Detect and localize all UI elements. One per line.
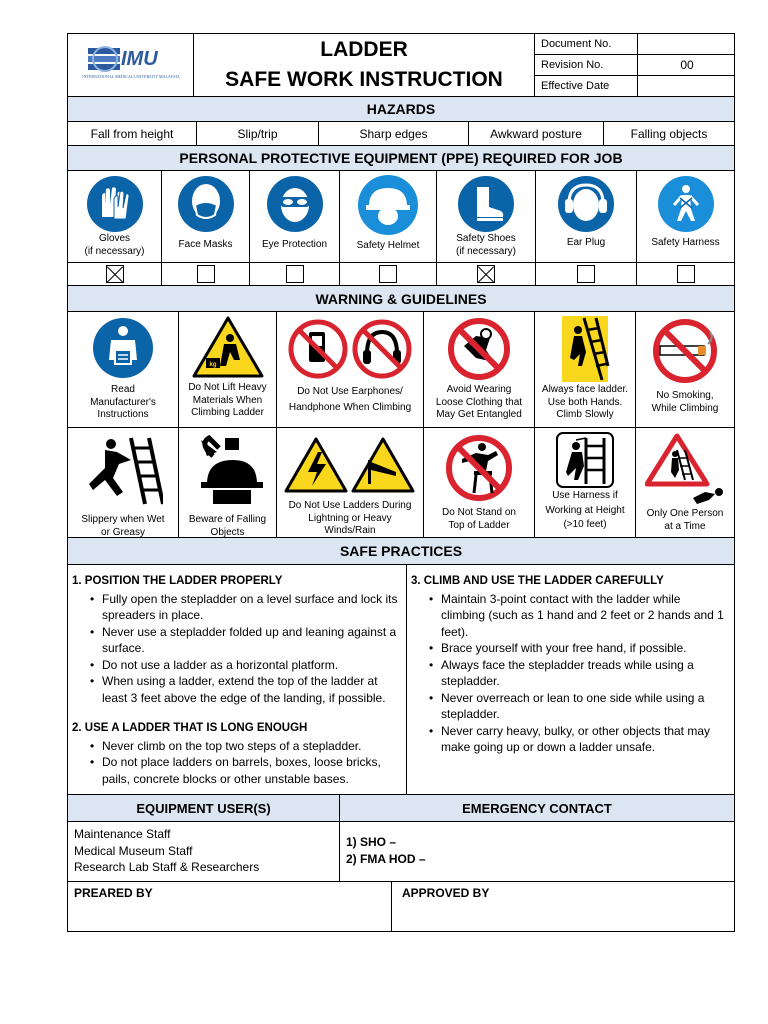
face-ladder-icon	[560, 316, 610, 382]
meta-row-revision	[535, 54, 735, 76]
practice-item: • Always face the stepladder treads while using a stepladder.	[441, 657, 726, 690]
ppe-gloves	[68, 171, 161, 262]
ppe-checkbox-cell	[68, 263, 161, 285]
practice-item: • Do not place ladders on barrels, boxes, loose bricks, pails, concrete blocks or other unstable bases.	[102, 754, 402, 787]
heavy-weight-label: kg	[208, 362, 217, 368]
practice-item: • Never carry heavy, bulky, or other objects that may make going up or down a ladder unsafe.	[441, 723, 726, 756]
warnings-heading: WARNING & GUIDELINES	[68, 285, 734, 311]
ppe-ear-plug	[535, 171, 636, 262]
practice-section-title: 2. USE A LADDER THAT IS LONG ENOUGH	[72, 722, 308, 734]
ppe-checkbox-cell	[161, 263, 249, 285]
emergency-list	[339, 822, 734, 881]
practice-item: • Never climb on the top two steps of a stepladder.	[102, 738, 402, 755]
header-row	[68, 34, 734, 96]
warning-label: Use both Hands.	[547, 396, 623, 408]
user-item: Medical Museum Staff	[74, 843, 193, 858]
warning-one-person	[635, 428, 734, 537]
practice-item: • Never use a stepladder folded up and leaning against a surface.	[102, 624, 402, 657]
safety-helmet-icon	[355, 174, 421, 236]
safe-work-instruction-sheet	[67, 33, 735, 932]
practice-item: • Brace yourself with your free hand, if possible.	[441, 640, 726, 657]
warning-label: Lightning or Heavy	[308, 512, 392, 524]
ppe-label-note: (if necessary)	[455, 245, 516, 257]
hazards-row	[68, 121, 734, 145]
meta-table	[534, 34, 734, 96]
ppe-safety-harness	[636, 171, 734, 262]
meta-value: 00	[637, 55, 736, 76]
ppe-label-note: (if necessary)	[84, 245, 145, 257]
warning-label: Instructions	[97, 409, 149, 420]
ppe-label: Gloves	[98, 233, 131, 244]
practice-item: • Never overreach or lean to one side while using a stepladder.	[441, 690, 726, 723]
logo-text: IMU	[121, 48, 158, 70]
ppe-label: Safety Shoes	[456, 233, 516, 244]
ear-plug-icon	[555, 175, 617, 233]
warning-label: Objects	[210, 526, 245, 538]
use-harness-icon	[556, 432, 614, 488]
meta-value	[637, 76, 736, 97]
logo	[68, 34, 193, 96]
ppe-heading: PERSONAL PROTECTIVE EQUIPMENT (PPE) REQUIRED FOR JOB	[68, 145, 734, 170]
practice-list	[411, 591, 726, 756]
practice-item: • Maintain 3-point contact with the ladder while climbing (such as 1 hand and 2 feet or 2 hands and 1 feet).	[441, 591, 726, 641]
ppe-checkbox-cell	[636, 263, 734, 285]
ppe-checkbox-cell	[535, 263, 636, 285]
meta-value	[637, 34, 736, 54]
warning-label: Always face ladder.	[541, 384, 629, 395]
ppe-row	[68, 170, 734, 262]
warnings-row-2	[68, 427, 734, 537]
warning-falling-objects	[178, 428, 276, 537]
warning-label: Do Not Use Earphones/	[297, 386, 403, 397]
gloves-checkbox[interactable]	[106, 265, 124, 283]
face-mask-icon	[175, 175, 237, 233]
warning-label: Top of Ladder	[448, 519, 510, 531]
warning-slippery	[68, 428, 178, 537]
warning-no-earphones	[276, 312, 423, 427]
warning-label: Do Not Use Ladders During	[288, 500, 412, 511]
safety-shoes-checkbox[interactable]	[477, 265, 495, 283]
warning-label: Working at Height	[545, 504, 625, 516]
ppe-checkbox-cell	[339, 263, 436, 285]
ppe-checkbox-cell	[436, 263, 535, 285]
practice-section-title: 1. POSITION THE LADDER PROPERLY	[72, 575, 283, 587]
users-heading: EQUIPMENT USER(S)	[68, 795, 339, 821]
prepared-by: PREARED BY	[74, 886, 153, 900]
warning-label: or Greasy	[101, 526, 145, 538]
hazard-item: Slip/trip	[196, 122, 318, 145]
practice-list	[72, 738, 402, 788]
safe-practices-right	[406, 565, 734, 794]
hazard-item: Falling objects	[603, 122, 734, 145]
warning-label: While Climbing	[651, 402, 719, 414]
user-item: Research Lab Staff & Researchers	[74, 860, 260, 874]
warning-label: Climbing Ladder	[191, 407, 264, 418]
hazard-item: Awkward posture	[468, 122, 603, 145]
warning-label: Materials When	[192, 394, 263, 406]
practice-list	[72, 591, 402, 707]
ppe-safety-shoes	[436, 171, 535, 262]
warning-label: Beware of Falling	[188, 514, 267, 525]
emergency-item: 2) FMA HOD –	[346, 852, 426, 866]
warning-label: Only One Person	[646, 508, 724, 519]
no-phone-earphones-icon	[285, 316, 415, 382]
doc-title: LADDER	[320, 38, 408, 61]
gloves-icon	[84, 175, 146, 233]
practice-item: • Fully open the stepladder on a level surface and lock its spreaders in place.	[102, 591, 402, 624]
warning-no-heavy-lifting	[178, 312, 276, 427]
warning-face-ladder	[534, 312, 635, 427]
meta-label: Document No.	[541, 38, 612, 50]
meta-row-document	[535, 34, 735, 54]
warning-loose-clothing	[423, 312, 534, 427]
lightning-wind-warning-icon	[284, 436, 416, 494]
users-emergency-body	[68, 821, 734, 881]
ear-plug-checkbox[interactable]	[577, 265, 595, 283]
face-masks-checkbox[interactable]	[197, 265, 215, 283]
ppe-checkbox-row	[68, 262, 734, 285]
warning-no-smoking	[635, 312, 734, 427]
read-instructions-icon	[91, 316, 155, 380]
no-stand-on-top-icon	[444, 433, 514, 503]
warning-label: Slippery when Wet	[81, 514, 165, 525]
ppe-safety-helmet	[339, 171, 436, 262]
title-cell	[193, 34, 534, 96]
ppe-label: Face Masks	[178, 239, 233, 250]
emergency-heading: EMERGENCY CONTACT	[339, 795, 734, 821]
ppe-label: Safety Helmet	[356, 240, 420, 251]
ppe-label: Safety Harness	[651, 237, 720, 248]
safe-practices-heading: SAFE PRACTICES	[68, 537, 734, 564]
warning-label: Do Not Stand on	[442, 507, 516, 518]
warnings-row-1	[68, 311, 734, 427]
warning-label: Winds/Rain	[324, 525, 376, 536]
falling-objects-icon	[193, 434, 263, 506]
warning-label: Handphone When Climbing	[288, 401, 412, 413]
warning-label: May Get Entangled	[436, 409, 522, 420]
warning-label: at a Time	[664, 520, 706, 532]
hazards-heading: HAZARDS	[68, 96, 734, 121]
warning-label: Loose Clothing that	[435, 396, 523, 408]
heavy-lifting-warning-icon	[190, 314, 266, 380]
safety-helmet-checkbox[interactable]	[379, 265, 397, 283]
warning-label: Avoid Wearing	[446, 384, 512, 395]
warning-label: Read	[111, 384, 135, 395]
safe-practices-left	[68, 565, 406, 794]
no-loose-clothing-icon	[446, 316, 512, 382]
practice-item: • Do not use a ladder as a horizontal platform.	[102, 657, 402, 674]
warning-use-harness	[534, 428, 635, 537]
doc-subtitle: SAFE WORK INSTRUCTION	[225, 68, 503, 91]
slippery-ladder-icon	[83, 434, 163, 506]
meta-label: Effective Date	[541, 80, 610, 92]
safety-harness-icon	[655, 175, 717, 233]
logo-subtext: INTERNATIONAL MEDICAL UNIVERSITY MALAYSIA	[82, 74, 180, 79]
ppe-label: Ear Plug	[566, 237, 606, 248]
users-emergency-heading-row	[68, 794, 734, 821]
emergency-item: 1) SHO –	[346, 835, 397, 849]
users-list	[68, 822, 339, 881]
ppe-face-masks	[161, 171, 249, 262]
warning-label: Manufacturer's	[90, 396, 156, 408]
safety-shoes-icon	[455, 175, 517, 233]
warning-no-stand-top	[423, 428, 534, 537]
one-person-ladder-icon	[645, 432, 725, 506]
meta-label: Revision No.	[541, 59, 604, 71]
safety-harness-checkbox[interactable]	[677, 265, 695, 283]
ppe-label: Eye Protection	[261, 239, 328, 250]
warning-label: Use Harness if	[552, 490, 618, 501]
signoff-row	[68, 881, 734, 931]
eye-protection-icon	[264, 175, 326, 233]
practice-section-title: 3. CLIMB AND USE THE LADDER CAREFULLY	[411, 575, 664, 587]
user-item: Maintenance Staff	[74, 827, 171, 841]
warning-label: No Smoking,	[656, 390, 714, 401]
warning-label: (>10 feet)	[563, 519, 607, 530]
no-smoking-icon	[650, 318, 720, 384]
warning-label: Do Not Lift Heavy	[188, 382, 267, 393]
warning-label: Climb Slowly	[556, 409, 614, 420]
warning-lightning-wind	[276, 428, 423, 537]
hazard-item: Fall from height	[90, 126, 174, 141]
practice-item: • When using a ladder, extend the top of the ladder at least 3 feet above the edge of the landing, if possible.	[102, 673, 402, 706]
hazard-item: Sharp edges	[318, 122, 468, 145]
warning-read-instructions	[68, 312, 178, 427]
ppe-eye-protection	[249, 171, 339, 262]
meta-row-effective	[535, 75, 735, 97]
ppe-checkbox-cell	[249, 263, 339, 285]
safe-practices-body	[68, 564, 734, 794]
eye-protection-checkbox[interactable]	[286, 265, 304, 283]
approved-by: APPROVED BY	[391, 882, 734, 931]
